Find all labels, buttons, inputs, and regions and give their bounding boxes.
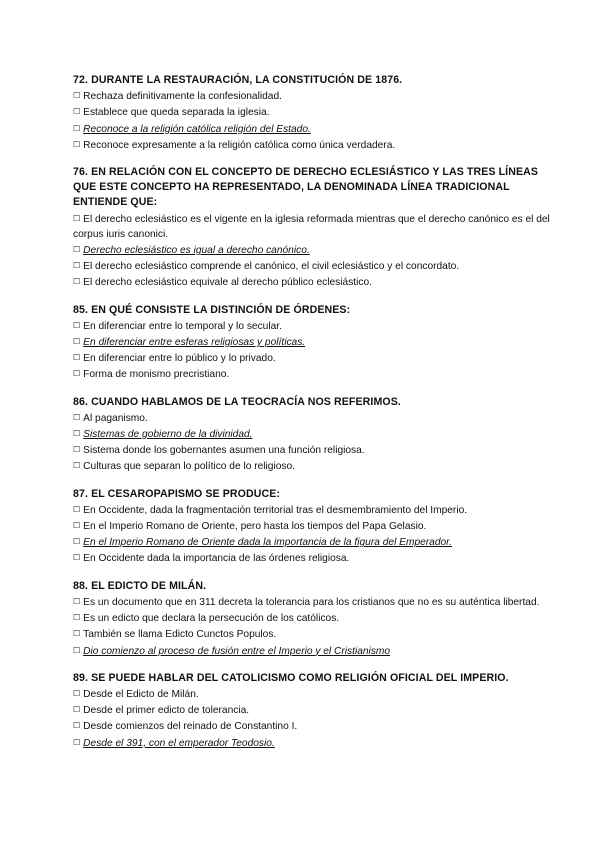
option-correct xyxy=(73,334,560,350)
option-text: Derecho eclesiástico es igual a derecho canónico. xyxy=(83,245,310,257)
option-text: Reconoce expresamente a la religión católica como única verdadera. xyxy=(83,139,396,151)
option xyxy=(73,366,560,382)
option-text: Desde el Edicto de Milán. xyxy=(83,688,199,700)
question-title: 87. EL CESAROPAPISMO SE PRODUCE: xyxy=(73,487,281,500)
option-text: Establece que queda separada la iglesia. xyxy=(83,107,270,119)
question-title: 85. EN QUÉ CONSISTE LA DISTINCIÓN DE ÓRDENES: xyxy=(73,303,351,316)
checkbox-icon: ☐ xyxy=(73,521,81,531)
option-text: Sistemas de gobierno de la divinidad. xyxy=(83,429,253,441)
question-87 xyxy=(73,487,560,567)
option-text: Desde comienzos del reinado de Constantino I. xyxy=(83,721,298,733)
option-text: En Occidente, dada la fragmentación territorial tras el desmembramiento del Imperio. xyxy=(83,504,468,516)
option-correct xyxy=(73,242,560,258)
option-text: En el Imperio Romano de Oriente, pero hasta los tiempos del Papa Gelasio. xyxy=(83,521,427,533)
option-text: En diferenciar entre esferas religiosas y políticas. xyxy=(83,337,306,349)
option-correct xyxy=(73,426,560,442)
option-text: Es un edicto que declara la persecución de los católicos. xyxy=(83,613,340,625)
question-title: 88. EL EDICTO DE MILÁN. xyxy=(73,579,207,592)
checkbox-icon: ☐ xyxy=(73,461,81,471)
question-title: 89. SE PUEDE HABLAR DEL CATOLICISMO COMO RELIGIÓN OFICIAL DEL IMPERIO. xyxy=(73,671,509,684)
option xyxy=(73,610,560,626)
option-text: Rechaza definitivamente la confesionalidad. xyxy=(83,91,282,103)
option-text: El derecho eclesiástico equivale al derecho público eclesiástico. xyxy=(83,277,372,289)
checkbox-icon: ☐ xyxy=(73,629,81,639)
question-89 xyxy=(73,671,560,751)
option xyxy=(73,502,560,518)
option xyxy=(73,350,560,366)
option xyxy=(73,211,560,242)
option xyxy=(73,442,560,458)
option xyxy=(73,458,560,474)
option-text: El derecho eclesiástico es el vigente en la iglesia reformada mientras que el derecho canónico es el del corpus iuris canonici. xyxy=(73,213,550,240)
option-text: Dio comienzo al proceso de fusión entre el Imperio y el Cristianismo xyxy=(83,645,391,657)
option xyxy=(73,318,560,334)
option xyxy=(73,626,560,642)
checkbox-icon: ☐ xyxy=(73,445,81,455)
question-72 xyxy=(73,73,560,153)
option xyxy=(73,258,560,274)
checkbox-icon: ☐ xyxy=(73,613,81,623)
option-correct xyxy=(73,534,560,550)
checkbox-icon: ☐ xyxy=(73,91,81,101)
option-text: Culturas que separan lo político de lo religioso. xyxy=(83,461,295,473)
option xyxy=(73,104,560,120)
option xyxy=(73,550,560,566)
option-text: También se llama Edicto Cunctos Populos. xyxy=(83,629,277,641)
question-title: 76. EN RELACIÓN CON EL CONCEPTO DE DERECHO ECLESIÁSTICO Y LAS TRES LÍNEAS QUE ESTE CONCEPTO HA REPRESENTADO, LA DENOMINADA LÍNEA TRADICIONAL ENTIENDE QUE: xyxy=(73,166,539,209)
question-76 xyxy=(73,165,560,291)
option-correct xyxy=(73,735,560,751)
checkbox-icon: ☐ xyxy=(73,721,81,731)
checkbox-icon: ☐ xyxy=(73,645,81,655)
checkbox-icon: ☐ xyxy=(73,369,81,379)
checkbox-icon: ☐ xyxy=(73,337,81,347)
checkbox-icon: ☐ xyxy=(73,277,81,287)
checkbox-icon: ☐ xyxy=(73,737,81,747)
option-text: En diferenciar entre lo temporal y lo secular. xyxy=(83,320,282,332)
option-text: En el Imperio Romano de Oriente dada la importancia de la figura del Emperador. xyxy=(83,537,453,549)
checkbox-icon: ☐ xyxy=(73,429,81,439)
checkbox-icon: ☐ xyxy=(73,537,81,547)
option-text: Es un documento que en 311 decreta la tolerancia para los cristianos que no es su auténtica libertad. xyxy=(83,596,540,608)
option-text: Desde el 391, con el emperador Teodosio. xyxy=(83,737,275,749)
option xyxy=(73,702,560,718)
question-88 xyxy=(73,579,560,659)
option xyxy=(73,274,560,290)
checkbox-icon: ☐ xyxy=(73,245,81,255)
option-text: El derecho eclesiástico comprende el canónico, el civil eclesiástico y el concordato. xyxy=(83,261,460,273)
option-text: Al paganismo. xyxy=(83,412,148,424)
option xyxy=(73,594,560,610)
checkbox-icon: ☐ xyxy=(73,320,81,330)
checkbox-icon: ☐ xyxy=(73,107,81,117)
checkbox-icon: ☐ xyxy=(73,213,81,223)
option-text: Reconoce a la religión católica religión del Estado. xyxy=(83,123,311,135)
option-text: Sistema donde los gobernantes asumen una función religiosa. xyxy=(83,445,365,457)
checkbox-icon: ☐ xyxy=(73,412,81,422)
checkbox-icon: ☐ xyxy=(73,596,81,606)
option xyxy=(73,88,560,104)
checkbox-icon: ☐ xyxy=(73,123,81,133)
option xyxy=(73,718,560,734)
option xyxy=(73,137,560,153)
question-title: 72. DURANTE LA RESTAURACIÓN, LA CONSTITUCIÓN DE 1876. xyxy=(73,74,403,86)
checkbox-icon: ☐ xyxy=(73,261,81,271)
option-correct xyxy=(73,121,560,137)
option xyxy=(73,410,560,426)
option-text: Forma de monismo precristiano. xyxy=(83,369,230,381)
question-85 xyxy=(73,303,560,383)
option-correct xyxy=(73,643,560,659)
checkbox-icon: ☐ xyxy=(73,688,81,698)
option-text: En diferenciar entre lo público y lo privado. xyxy=(83,353,276,365)
checkbox-icon: ☐ xyxy=(73,553,81,563)
option-text: En Occidente dada la importancia de las órdenes religiosa. xyxy=(83,553,350,565)
checkbox-icon: ☐ xyxy=(73,504,81,514)
checkbox-icon: ☐ xyxy=(73,353,81,363)
option-text: Desde el primer edicto de tolerancia. xyxy=(83,705,250,717)
question-86 xyxy=(73,395,560,475)
question-title: 86. CUANDO HABLAMOS DE LA TEOCRACÍA NOS REFERIMOS. xyxy=(73,395,401,408)
checkbox-icon: ☐ xyxy=(73,139,81,149)
checkbox-icon: ☐ xyxy=(73,705,81,715)
option xyxy=(73,518,560,534)
option xyxy=(73,686,560,702)
